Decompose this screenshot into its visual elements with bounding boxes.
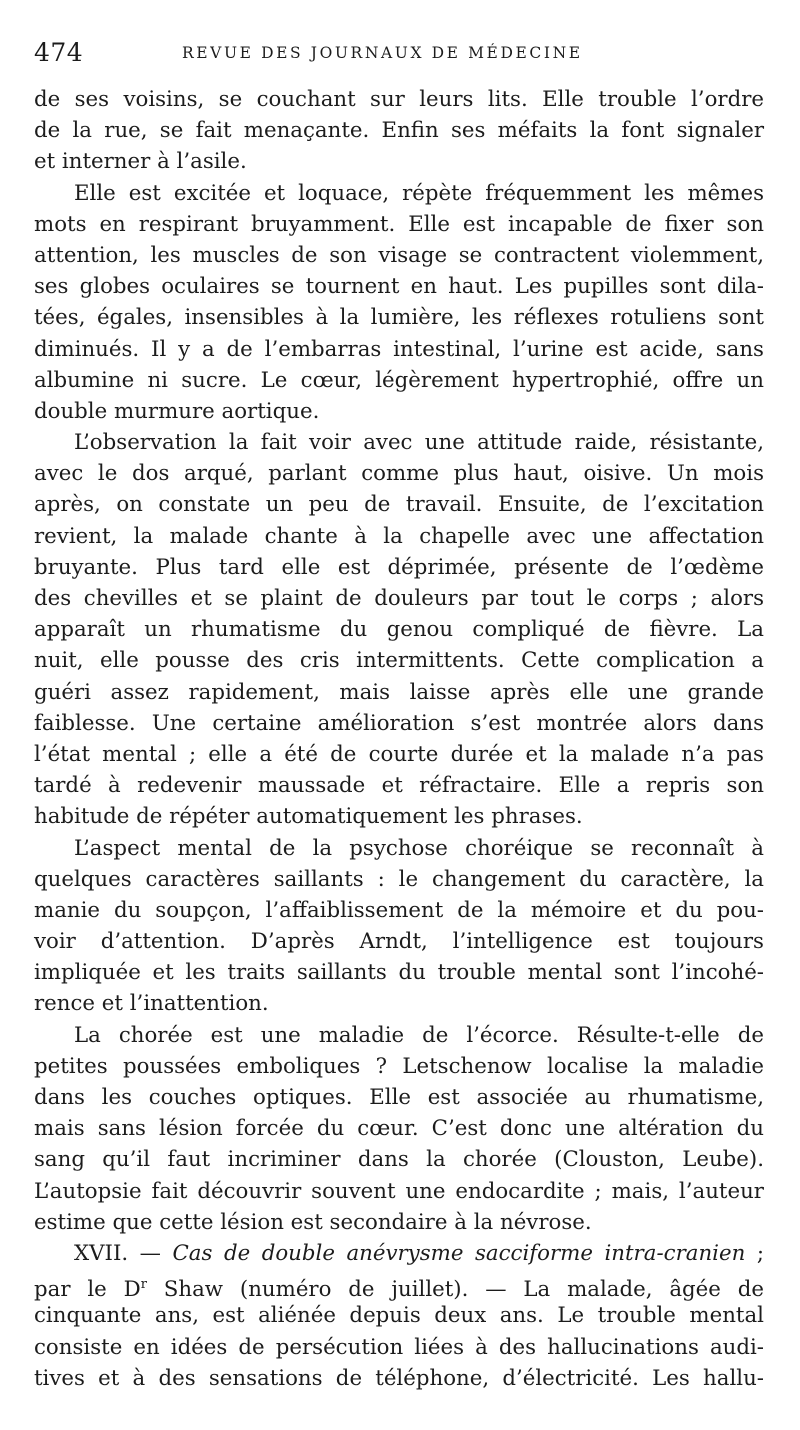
text-line: voir d’attention. D’après Arndt, l’intelligence est toujours bbox=[34, 929, 764, 955]
section-xvii-line: consiste en idées de persécution liées à des hallucinations audi- bbox=[34, 1334, 764, 1360]
section-author-prefix: par le D bbox=[34, 1277, 141, 1303]
section-xvii-line bbox=[34, 1269, 764, 1303]
running-title: REVUE DES JOURNAUX DE MÉDECINE bbox=[182, 44, 583, 62]
text-line: L’autopsie fait découvrir souvent une endocardite ; mais, l’auteur bbox=[34, 1178, 764, 1204]
text-line: habitude de répéter automatiquement les phrases. bbox=[34, 804, 583, 830]
text-line: revient, la malade chante à la chapelle avec une affectation bbox=[34, 523, 764, 549]
section-author-sup: r bbox=[140, 1277, 147, 1293]
body-text bbox=[34, 84, 764, 1238]
section-author-rest: Shaw (numéro de juillet). — La malade, âgée de bbox=[146, 1277, 764, 1303]
text-line: de ses voisins, se couchant sur leurs lits. Elle trouble l’ordre bbox=[34, 87, 764, 112]
section-xvii-line: cinquante ans, est aliénée depuis deux ans. Le trouble mental bbox=[34, 1303, 764, 1329]
text-line: L’aspect mental de la psychose choréique se reconnaît à bbox=[74, 835, 764, 861]
text-line: mots en respirant bruyamment. Elle est incapable de fixer son bbox=[34, 211, 764, 237]
section-xvii bbox=[34, 1238, 764, 1394]
text-line: apparaît un rhumatisme du genou compliqué de fièvre. La bbox=[34, 617, 764, 643]
text-line: L’observation la fait voir avec une attitude raide, résistante, bbox=[74, 430, 764, 456]
text-line: faiblesse. Une certaine amélioration s’est montrée alors dans bbox=[34, 710, 764, 736]
text-line: rence et l’inattention. bbox=[34, 991, 269, 1017]
text-line: de la rue, se fait menaçante. Enfin ses méfaits la font signaler bbox=[34, 118, 764, 144]
section-xvii-line: tives et à des sensations de téléphone, d’électricité. Les hallu- bbox=[34, 1365, 764, 1391]
text-line: double murmure aortique. bbox=[34, 398, 320, 424]
text-line: petites poussées emboliques ? Letschenow localise la maladie bbox=[34, 1053, 764, 1079]
text-line: albumine ni sucre. Le cœur, légèrement hypertrophié, offre un bbox=[34, 367, 764, 393]
text-line: La chorée est une maladie de l’écorce. Résulte-t-elle de bbox=[74, 1022, 764, 1048]
text-line: manie du soupçon, l’affaiblissement de la mémoire et du pou- bbox=[34, 897, 764, 923]
text-line: Elle est excitée et loquace, répète fréquemment les mêmes bbox=[74, 180, 764, 206]
page bbox=[34, 36, 764, 1394]
text-line: diminués. Il y a de l’embarras intestinal, l’urine est acide, sans bbox=[34, 336, 764, 362]
text-line: des chevilles et se plaint de douleurs par tout le corps ; alors bbox=[34, 586, 764, 611]
section-xvii-heading-line bbox=[34, 1238, 764, 1269]
text-line: et interner à l’asile. bbox=[34, 149, 247, 175]
text-line: après, on constate un peu de travail. Ensuite, de l’excitation bbox=[34, 492, 764, 518]
text-line: tées, égales, insensibles à la lumière, les réflexes rotuliens sont bbox=[34, 305, 764, 331]
section-number: XVII. — bbox=[74, 1240, 161, 1266]
text-line: guéri assez rapidement, mais laisse après elle une grande bbox=[34, 679, 764, 705]
page-number: 474 bbox=[34, 38, 84, 67]
text-line: avec le dos arqué, parlant comme plus haut, oisive. Un mois bbox=[34, 461, 764, 487]
text-line: attention, les muscles de son visage se contractent violemment, bbox=[34, 242, 764, 268]
text-line: sang qu’il faut incriminer dans la chorée (Clouston, Leube). bbox=[34, 1147, 764, 1173]
text-line: l’état mental ; elle a été de courte durée et la malade n’a pas bbox=[34, 741, 764, 767]
text-line: ses globes oculaires se tournent en haut. Les pupilles sont dila- bbox=[34, 274, 764, 300]
section-title: Cas de double anévrysme sacciforme intra-cranien bbox=[172, 1240, 746, 1266]
text-line: estime que cette lésion est secondaire à la névrose. bbox=[34, 1209, 592, 1235]
text-line: quelques caractères saillants : le changement du caractère, la bbox=[34, 866, 764, 892]
text-line: impliquée et les traits saillants du trouble mental sont l’incohé- bbox=[34, 960, 764, 986]
page-header bbox=[34, 36, 764, 76]
text-line: tardé à redevenir maussade et réfractaire. Elle a repris son bbox=[34, 773, 764, 799]
text-line: nuit, elle pousse des cris intermittents. Cette complication a bbox=[34, 648, 764, 674]
section-title-punct: ; bbox=[745, 1240, 764, 1266]
text-line: mais sans lésion forcée du cœur. C’est donc une altération du bbox=[34, 1116, 764, 1142]
text-line: dans les couches optiques. Elle est associée au rhumatisme, bbox=[34, 1085, 764, 1110]
text-line: bruyante. Plus tard elle est déprimée, présente de l’œdème bbox=[34, 554, 764, 580]
